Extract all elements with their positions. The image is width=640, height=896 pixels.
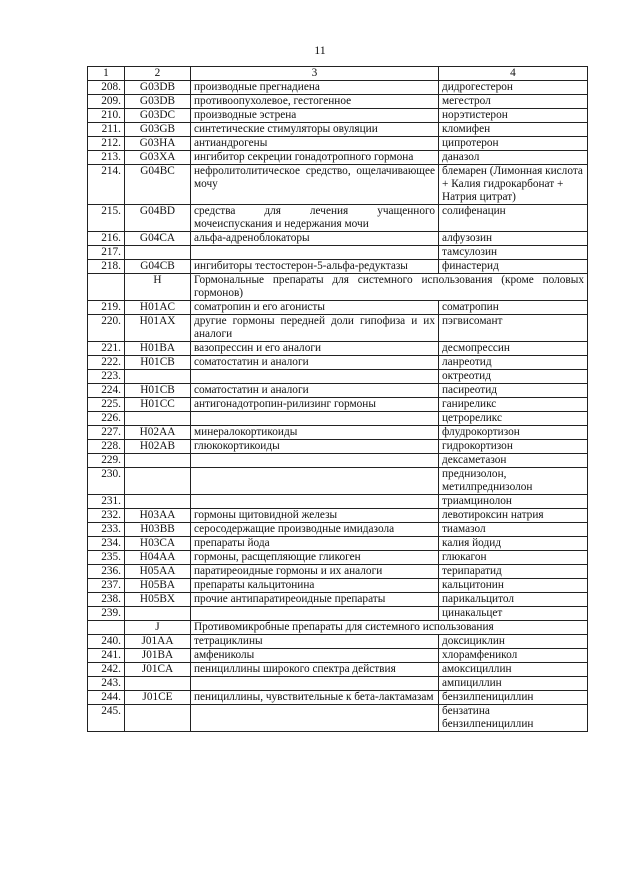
table-row [88,95,588,109]
atc-code [125,495,191,509]
pharmacological-group [191,677,439,691]
drug-name: мегестрол [439,95,588,109]
drug-name: ампициллин [439,677,588,691]
atc-code: H01CB [125,356,191,370]
section-header-row [88,274,588,301]
row-number: 238. [88,593,125,607]
table-row [88,691,588,705]
header-cell-description: 3 [191,67,439,81]
pharmacological-group: противоопухолевое, гестогенное [191,95,439,109]
table-row [88,81,588,95]
row-number: 230. [88,468,125,495]
table-row [88,123,588,137]
table-row [88,232,588,246]
header-cell-number: 1 [88,67,125,81]
atc-code: G03DB [125,81,191,95]
atc-code: H01AC [125,301,191,315]
section-number-cell [88,274,125,301]
row-number: 243. [88,677,125,691]
table-row [88,205,588,232]
drug-name: норэтистерон [439,109,588,123]
row-number: 224. [88,384,125,398]
drug-name: терипаратид [439,565,588,579]
table-row [88,705,588,732]
table-row [88,607,588,621]
pharmacological-group: прочие антипаратиреоидные препараты [191,593,439,607]
table-row [88,649,588,663]
drug-name: парикальцитол [439,593,588,607]
pharmacological-group [191,412,439,426]
table-row [88,593,588,607]
drug-name: триамцинолон [439,495,588,509]
table-row [88,440,588,454]
section-title: Противомикробные препараты для системного использования [191,621,588,635]
pharmacological-group [191,705,439,732]
table-row [88,537,588,551]
table-row [88,523,588,537]
row-number: 239. [88,607,125,621]
table-row [88,260,588,274]
row-number: 237. [88,579,125,593]
pharmacological-group: вазопрессин и его аналоги [191,342,439,356]
atc-code: G03GB [125,123,191,137]
atc-code: H02AB [125,440,191,454]
row-number: 233. [88,523,125,537]
row-number: 221. [88,342,125,356]
atc-code [125,607,191,621]
atc-code: H01BA [125,342,191,356]
drug-name: цетрореликс [439,412,588,426]
drug-name: алфузозин [439,232,588,246]
atc-code: G03XA [125,151,191,165]
row-number: 212. [88,137,125,151]
pharmacological-group: соматостатин и аналоги [191,356,439,370]
row-number: 232. [88,509,125,523]
drug-name: тиамазол [439,523,588,537]
drug-name: пасиреотид [439,384,588,398]
row-number: 211. [88,123,125,137]
drug-name: калия йодид [439,537,588,551]
atc-code: H03CA [125,537,191,551]
pharmacological-group: антигонадотропин-рилизинг гормоны [191,398,439,412]
row-number: 231. [88,495,125,509]
section-code: J [125,621,191,635]
drug-name: кломифен [439,123,588,137]
row-number: 217. [88,246,125,260]
pharmacological-group: гормоны, расщепляющие гликоген [191,551,439,565]
pharmacological-group: нефролитолитическое средство, ощелачивающее мочу [191,165,439,205]
table-row [88,342,588,356]
row-number: 240. [88,635,125,649]
row-number: 242. [88,663,125,677]
pharmacological-group: препараты кальцитонина [191,579,439,593]
drug-name: флудрокортизон [439,426,588,440]
drug-name: доксициклин [439,635,588,649]
pharmacological-group [191,454,439,468]
row-number: 245. [88,705,125,732]
atc-code [125,370,191,384]
atc-code: H05AA [125,565,191,579]
atc-code: H03AA [125,509,191,523]
row-number: 228. [88,440,125,454]
header-cell-drug: 4 [439,67,588,81]
drug-name: бензатина бензилпенициллин [439,705,588,732]
row-number: 234. [88,537,125,551]
table-row [88,301,588,315]
drug-name: ганиреликс [439,398,588,412]
row-number: 216. [88,232,125,246]
atc-code: H01CC [125,398,191,412]
atc-code: G04CA [125,232,191,246]
row-number: 226. [88,412,125,426]
drug-name: ланреотид [439,356,588,370]
row-number: 220. [88,315,125,342]
table-row [88,579,588,593]
drug-name: солифенацин [439,205,588,232]
atc-code: J01AA [125,635,191,649]
row-number: 219. [88,301,125,315]
pharmacological-group: гормоны щитовидной железы [191,509,439,523]
atc-code: G04BC [125,165,191,205]
section-title: Гормональные препараты для системного использования (кроме половых гормонов) [191,274,588,301]
pharmacological-group: другие гормоны передней доли гипофиза и их аналоги [191,315,439,342]
drug-name: преднизолон, метилпреднизолон [439,468,588,495]
drug-name: десмопрессин [439,342,588,356]
drug-name: хлорамфеникол [439,649,588,663]
pharmacological-group: амфениколы [191,649,439,663]
atc-code [125,705,191,732]
table-row [88,137,588,151]
pharmacological-group: пенициллины широкого спектра действия [191,663,439,677]
table-row [88,109,588,123]
pharmacological-group: производные эстрена [191,109,439,123]
table-row [88,454,588,468]
drug-name: амоксициллин [439,663,588,677]
table-row [88,468,588,495]
atc-code: H05BX [125,593,191,607]
pharmacological-group: соматропин и его агонисты [191,301,439,315]
table-row [88,677,588,691]
pharmacological-group: тетрациклины [191,635,439,649]
atc-code: H05BA [125,579,191,593]
section-code: H [125,274,191,301]
row-number: 222. [88,356,125,370]
atc-code: H02AA [125,426,191,440]
table-row [88,246,588,260]
pharmacological-group: производные прегнадиена [191,81,439,95]
atc-code: J01BA [125,649,191,663]
pharmacological-group [191,370,439,384]
row-number: 218. [88,260,125,274]
drug-name: соматропин [439,301,588,315]
row-number: 236. [88,565,125,579]
pharmacological-group [191,495,439,509]
drug-name: глюкагон [439,551,588,565]
pharmacological-group: пенициллины, чувствительные к бета-лактамазам [191,691,439,705]
pharmacological-group: антиандрогены [191,137,439,151]
row-number: 209. [88,95,125,109]
row-number: 235. [88,551,125,565]
table-row [88,356,588,370]
atc-code [125,246,191,260]
atc-code [125,412,191,426]
row-number: 208. [88,81,125,95]
table-row [88,565,588,579]
table-header-row [88,67,588,81]
pharmacological-group: альфа-адреноблокаторы [191,232,439,246]
pharmacological-group [191,468,439,495]
drug-name: кальцитонин [439,579,588,593]
drug-name: пэгвисомант [439,315,588,342]
row-number: 213. [88,151,125,165]
row-number: 244. [88,691,125,705]
pharmacological-group: средства для лечения учащенного мочеиспускания и недержания мочи [191,205,439,232]
row-number: 214. [88,165,125,205]
atc-code: J01CE [125,691,191,705]
table-row [88,495,588,509]
drug-name: ципротерон [439,137,588,151]
atc-code [125,454,191,468]
atc-code: G03DB [125,95,191,109]
drug-name: цинакальцет [439,607,588,621]
row-number: 225. [88,398,125,412]
drug-name: октреотид [439,370,588,384]
table-row [88,509,588,523]
row-number: 227. [88,426,125,440]
drug-name: финастерид [439,260,588,274]
pharmacological-group: ингибиторы тестостерон-5-альфа-редуктазы [191,260,439,274]
drug-name: тамсулозин [439,246,588,260]
atc-code: G03HA [125,137,191,151]
pharmacological-group: препараты йода [191,537,439,551]
pharmacological-group: серосодержащие производные имидазола [191,523,439,537]
drug-name: бензилпенициллин [439,691,588,705]
pharmacological-group [191,607,439,621]
pharmacological-group: паратиреоидные гормоны и их аналоги [191,565,439,579]
atc-code: G04BD [125,205,191,232]
table-row [88,398,588,412]
atc-code: H03BB [125,523,191,537]
atc-code: H01AX [125,315,191,342]
table-row [88,315,588,342]
table-row [88,370,588,384]
table-row [88,426,588,440]
drug-name: гидрокортизон [439,440,588,454]
atc-code: G04CB [125,260,191,274]
atc-code: J01CA [125,663,191,677]
table-row [88,384,588,398]
pharmacological-group: соматостатин и аналоги [191,384,439,398]
section-number-cell [88,621,125,635]
header-cell-code: 2 [125,67,191,81]
table-row [88,635,588,649]
drug-name: блемарен (Лимонная кислота + Калия гидрокарбонат + Натрия цитрат) [439,165,588,205]
row-number: 215. [88,205,125,232]
table-row [88,151,588,165]
atc-code: G03DC [125,109,191,123]
drug-name: дидрогестерон [439,81,588,95]
pharmacological-group: минералокортикоиды [191,426,439,440]
atc-code [125,468,191,495]
row-number: 241. [88,649,125,663]
drug-name: левотироксин натрия [439,509,588,523]
pharmacological-group: синтетические стимуляторы овуляции [191,123,439,137]
pharmacological-group [191,246,439,260]
row-number: 223. [88,370,125,384]
row-number: 210. [88,109,125,123]
table-row [88,165,588,205]
section-header-row [88,621,588,635]
atc-code: H01CB [125,384,191,398]
atc-code [125,677,191,691]
table-row [88,412,588,426]
pharmacological-group: глюкокортикоиды [191,440,439,454]
table-row [88,551,588,565]
table-row [88,663,588,677]
row-number: 229. [88,454,125,468]
atc-code: H04AA [125,551,191,565]
pharmacological-group: ингибитор секреции гонадотропного гормона [191,151,439,165]
page-number: 11 [314,43,326,57]
drug-name: даназол [439,151,588,165]
drug-list-table [87,66,588,732]
drug-name: дексаметазон [439,454,588,468]
